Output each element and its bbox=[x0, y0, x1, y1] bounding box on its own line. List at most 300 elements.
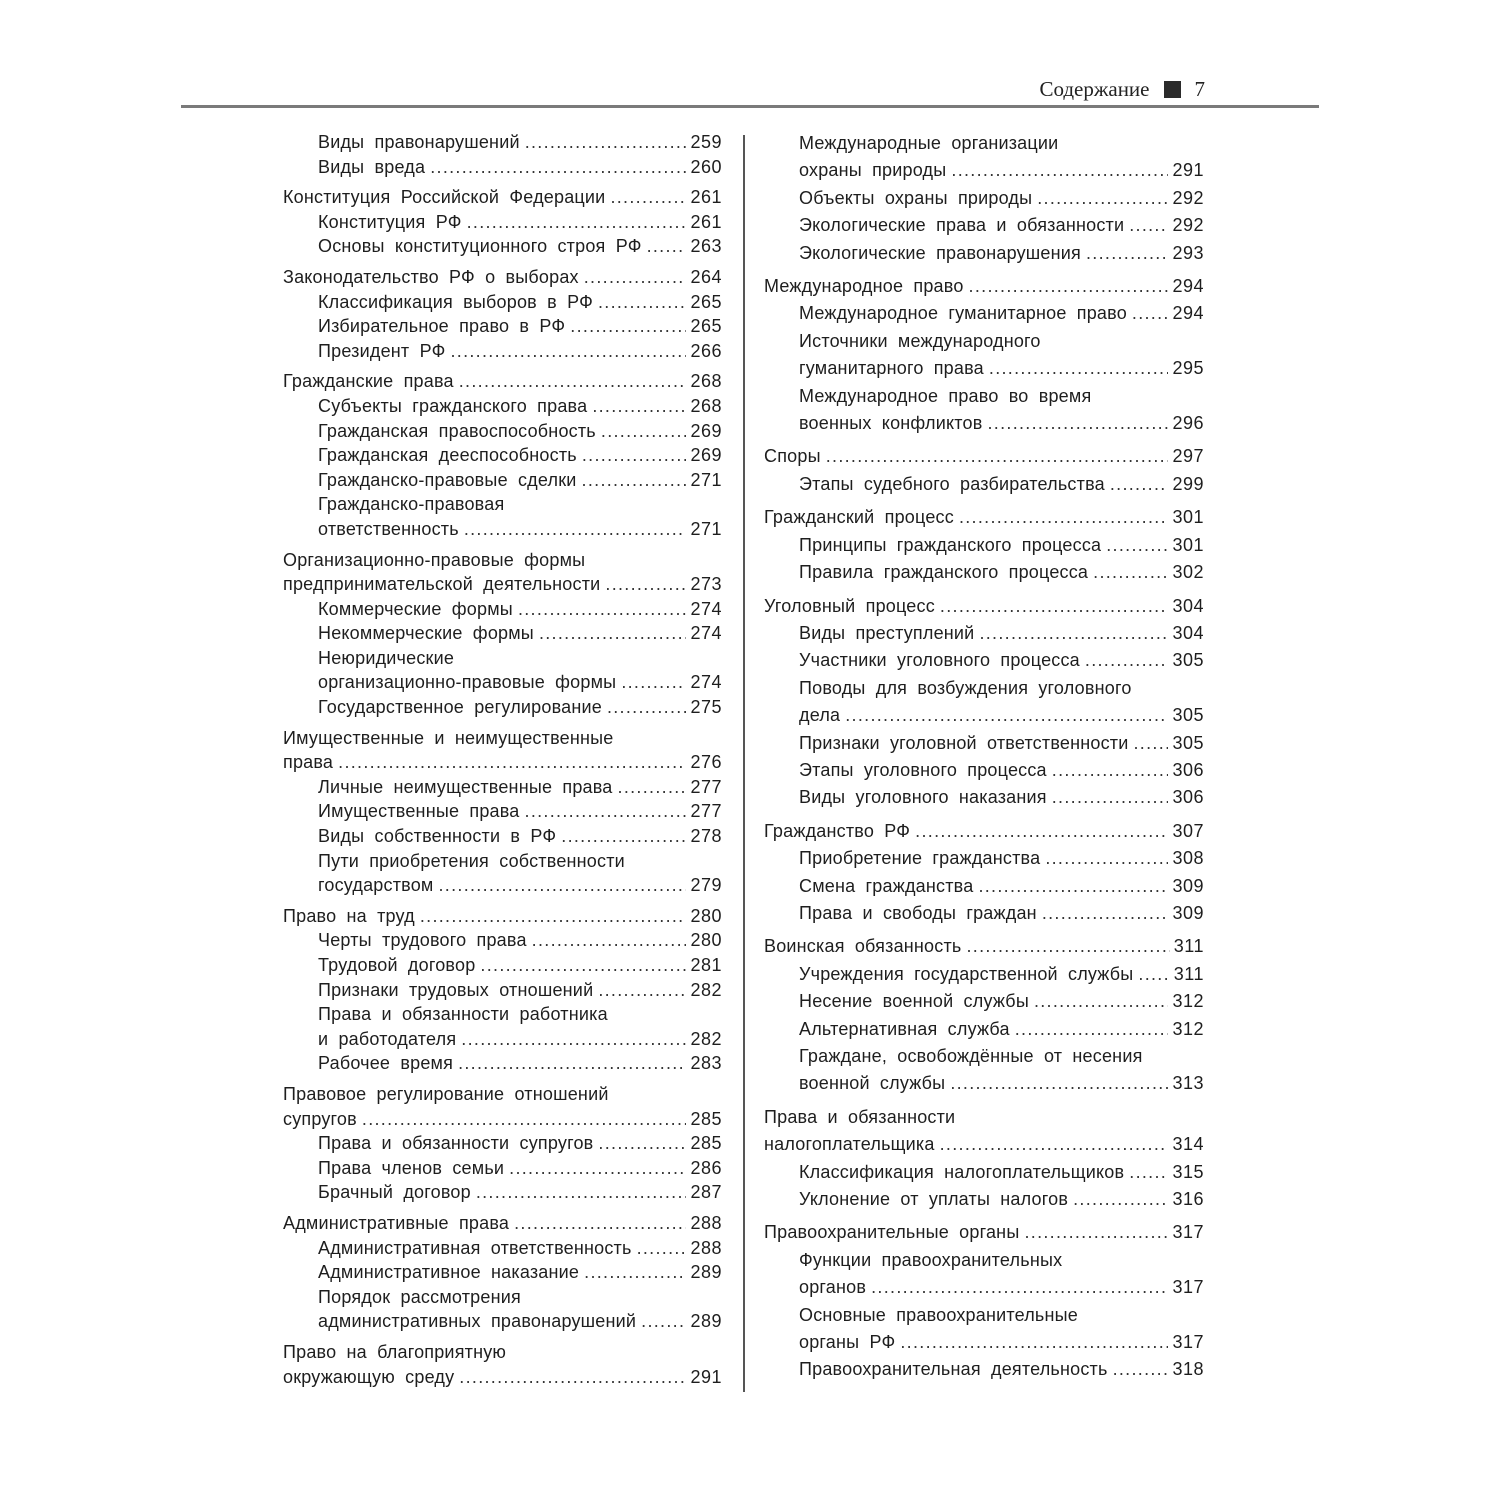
toc-entry bbox=[283, 1156, 722, 1181]
toc-entry-title: Воинская обязанность bbox=[764, 936, 962, 957]
toc-entry-title: Коммерческие формы bbox=[318, 598, 513, 619]
dot-leader bbox=[1113, 1356, 1169, 1383]
toc-entry bbox=[764, 702, 1204, 729]
toc-entry bbox=[764, 240, 1204, 267]
dot-leader bbox=[1037, 185, 1168, 212]
toc-entry-title: Права и обязанности супругов bbox=[318, 1133, 594, 1154]
toc-page-number: 317 bbox=[1172, 1277, 1204, 1298]
toc-entry-chapter bbox=[283, 369, 722, 394]
toc-page-number: 261 bbox=[690, 187, 722, 208]
dot-leader bbox=[1052, 784, 1169, 811]
toc-page-number: 282 bbox=[690, 979, 722, 1000]
toc-entry-title-line: Международное право во время bbox=[799, 385, 1092, 406]
toc-page-number: 287 bbox=[690, 1182, 722, 1203]
toc-entry-title: организационно-правовые формы bbox=[318, 672, 617, 693]
toc-page-number: 305 bbox=[1172, 732, 1204, 753]
dot-leader bbox=[1110, 471, 1169, 498]
dot-leader bbox=[525, 130, 687, 155]
dot-leader bbox=[621, 670, 686, 695]
toc-entry-title: Избирательное право в РФ bbox=[318, 316, 566, 337]
toc-entry-title: Виды собственности в РФ bbox=[318, 826, 557, 847]
dot-leader bbox=[439, 873, 687, 898]
toc-page-number: 294 bbox=[1172, 303, 1204, 324]
toc-page-number: 292 bbox=[1172, 215, 1204, 236]
toc-page-number: 311 bbox=[1173, 963, 1204, 984]
toc-entry-title: Виды преступлений bbox=[799, 622, 975, 643]
toc-entry-title: Гражданство РФ bbox=[764, 820, 911, 841]
toc-entry bbox=[283, 290, 722, 315]
toc-page-number: 274 bbox=[690, 623, 722, 644]
toc-entry-chapter bbox=[764, 273, 1204, 300]
toc-entry-title: органов bbox=[799, 1277, 867, 1298]
toc-page-number: 263 bbox=[690, 236, 722, 257]
toc-entry-title: Президент РФ bbox=[318, 340, 446, 361]
toc-entry-title-line: Имущественные и неимущественные bbox=[283, 727, 614, 748]
toc-entry bbox=[764, 1016, 1204, 1043]
toc-entry bbox=[764, 988, 1204, 1015]
dot-leader bbox=[1042, 900, 1169, 927]
toc-entry bbox=[283, 443, 722, 468]
toc-section bbox=[283, 130, 722, 179]
dot-leader bbox=[1134, 730, 1169, 757]
dot-leader bbox=[420, 904, 687, 929]
toc-entry bbox=[283, 314, 722, 339]
dot-leader bbox=[598, 290, 686, 315]
toc-entry-title: Экологические права и обязанности bbox=[799, 215, 1125, 236]
toc-entry-chapter bbox=[283, 1365, 722, 1390]
toc-page-number: 288 bbox=[690, 1212, 722, 1233]
dot-leader bbox=[464, 517, 687, 542]
dot-leader bbox=[582, 468, 687, 493]
toc-entry-title: Государственное регулирование bbox=[318, 697, 602, 718]
dot-leader bbox=[458, 1051, 686, 1076]
toc-entry bbox=[283, 130, 722, 155]
toc-entry-title: Гражданская правоспособность bbox=[318, 420, 596, 441]
toc-entry bbox=[283, 775, 722, 800]
toc-entry bbox=[764, 900, 1204, 927]
toc-entry-title: Конституция Российской Федерации bbox=[283, 187, 606, 208]
toc-entry-title: Приобретение гражданства bbox=[799, 848, 1041, 869]
toc-entry bbox=[283, 419, 722, 444]
toc-entry bbox=[764, 1070, 1204, 1097]
toc-entry-title: дела bbox=[799, 705, 841, 726]
toc-page-number: 293 bbox=[1172, 242, 1204, 263]
toc-entry-chapter bbox=[283, 572, 722, 597]
toc-entry bbox=[764, 185, 1204, 212]
toc-entry-title: Международное гуманитарное право bbox=[799, 303, 1127, 324]
dot-leader bbox=[940, 1131, 1169, 1158]
toc-page-number: 308 bbox=[1172, 848, 1204, 869]
toc-page-number: 292 bbox=[1172, 187, 1204, 208]
toc-page-number: 304 bbox=[1172, 595, 1204, 616]
toc-entry bbox=[283, 1236, 722, 1261]
toc-page-number: 296 bbox=[1172, 413, 1204, 434]
toc-entry-title: Административная ответственность bbox=[318, 1237, 632, 1258]
toc-entry bbox=[764, 1329, 1204, 1356]
toc-entry bbox=[764, 1274, 1204, 1301]
running-header bbox=[0, 72, 1205, 106]
dot-leader bbox=[525, 799, 687, 824]
toc-section bbox=[283, 1211, 722, 1334]
toc-entry bbox=[764, 1159, 1204, 1186]
toc-section bbox=[283, 369, 722, 541]
dot-leader bbox=[900, 1329, 1168, 1356]
toc-section bbox=[283, 904, 722, 1076]
toc-page-number: 268 bbox=[690, 395, 722, 416]
dot-leader bbox=[607, 695, 687, 720]
toc-entry bbox=[764, 647, 1204, 674]
dot-leader bbox=[950, 1070, 1168, 1097]
toc-entry-title-line: Источники международного bbox=[799, 330, 1041, 351]
toc-page-number: 265 bbox=[690, 291, 722, 312]
dot-leader bbox=[1015, 1016, 1169, 1043]
toc-page-number: 277 bbox=[690, 801, 722, 822]
toc-entry-title: супругов bbox=[283, 1108, 357, 1129]
toc-entry bbox=[764, 784, 1204, 811]
dot-leader bbox=[1138, 961, 1169, 988]
toc-entry-title: государством bbox=[318, 875, 434, 896]
toc-entry bbox=[283, 339, 722, 364]
dot-leader bbox=[967, 933, 1170, 960]
dot-leader bbox=[338, 750, 686, 775]
toc-entry-title-line: Граждане, освобождённые от несения bbox=[799, 1046, 1143, 1066]
toc-entry bbox=[764, 845, 1204, 872]
toc-entry bbox=[764, 873, 1204, 900]
header-rule bbox=[181, 105, 1319, 108]
toc-page-number: 283 bbox=[690, 1053, 722, 1074]
toc-entry bbox=[283, 695, 722, 720]
toc-entry bbox=[764, 730, 1204, 757]
toc-entry bbox=[283, 394, 722, 419]
toc-entry-title-line: Право на благоприятную bbox=[283, 1341, 507, 1362]
dot-leader bbox=[1052, 757, 1169, 784]
toc-entry-title: Субъекты гражданского права bbox=[318, 395, 588, 416]
dot-leader bbox=[959, 504, 1169, 531]
toc-entry-title: Этапы судебного разбирательства bbox=[799, 473, 1105, 494]
toc-page-number: 307 bbox=[1172, 820, 1204, 841]
toc-entry-chapter bbox=[764, 593, 1204, 620]
dot-leader bbox=[1085, 647, 1169, 674]
toc-page-number: 311 bbox=[1173, 936, 1204, 957]
toc-page-number: 261 bbox=[690, 211, 722, 232]
toc-entry-title: Признаки трудовых отношений bbox=[318, 979, 594, 1000]
toc-entry-title: Права и свободы граждан bbox=[799, 902, 1037, 923]
toc-page-number: 271 bbox=[690, 469, 722, 490]
toc-section bbox=[764, 593, 1204, 812]
toc-entry-title-line: Гражданско-правовая bbox=[318, 494, 505, 515]
dot-leader bbox=[1093, 559, 1168, 586]
toc-entry-chapter bbox=[283, 185, 722, 210]
toc-page-number: 317 bbox=[1172, 1332, 1204, 1353]
toc-page-number: 288 bbox=[690, 1237, 722, 1258]
toc-page-number: 318 bbox=[1172, 1359, 1204, 1380]
dot-leader bbox=[826, 443, 1169, 470]
toc-entry bbox=[764, 157, 1204, 184]
toc-entry-chapter bbox=[283, 1107, 722, 1132]
dot-leader bbox=[1086, 240, 1168, 267]
toc-page-number: 316 bbox=[1172, 1189, 1204, 1210]
dot-leader bbox=[362, 1107, 687, 1132]
dot-leader bbox=[637, 1236, 687, 1261]
toc-entry-chapter bbox=[764, 1219, 1204, 1246]
toc-entry bbox=[283, 953, 722, 978]
toc-section bbox=[283, 185, 722, 259]
toc-entry-chapter bbox=[283, 1211, 722, 1236]
toc-page-number: 306 bbox=[1172, 759, 1204, 780]
toc-entry-title: Признаки уголовной ответственности bbox=[799, 732, 1129, 753]
toc-page-number: 281 bbox=[690, 955, 722, 975]
dot-leader bbox=[509, 1156, 686, 1181]
toc-page-number: 282 bbox=[690, 1028, 722, 1049]
toc-entry-title: Уклонение от уплаты налогов bbox=[799, 1189, 1069, 1210]
toc-entry-title-line: Основные правоохранительные bbox=[799, 1304, 1078, 1325]
page-number: 7 bbox=[1194, 76, 1205, 101]
dot-leader bbox=[598, 978, 686, 1003]
dot-leader bbox=[582, 443, 687, 468]
dot-leader bbox=[518, 597, 687, 622]
toc-page-number: 265 bbox=[690, 316, 722, 337]
toc-entry-title-line: Права и обязанности bbox=[764, 1106, 956, 1127]
toc-section bbox=[764, 933, 1204, 1097]
toc-entry-title: Виды уголовного наказания bbox=[799, 787, 1047, 808]
toc-entry-title: Рабочее время bbox=[318, 1053, 454, 1074]
toc-page-number: 291 bbox=[1172, 160, 1204, 181]
dot-leader bbox=[539, 621, 687, 646]
toc-entry-title: Споры bbox=[764, 446, 821, 467]
toc-entry-title: Гражданская дееспособность bbox=[318, 445, 577, 466]
toc-entry-title: окружающую среду bbox=[283, 1366, 455, 1387]
toc-page-number: 285 bbox=[690, 1108, 722, 1129]
dot-leader bbox=[978, 873, 1168, 900]
dot-leader bbox=[979, 620, 1168, 647]
toc-section bbox=[764, 504, 1204, 586]
toc-section bbox=[283, 726, 722, 898]
toc-entry-chapter bbox=[283, 265, 722, 290]
toc-entry-title: предпринимательской деятельности bbox=[283, 574, 601, 595]
toc-section bbox=[283, 265, 722, 363]
toc-page-number: 274 bbox=[690, 672, 722, 693]
toc-entry-title: Правоохранительные органы bbox=[764, 1222, 1020, 1243]
toc-entry-chapter bbox=[764, 818, 1204, 845]
dot-leader bbox=[561, 824, 686, 849]
toc-entry-title-line: Функции правоохранительных bbox=[799, 1249, 1063, 1270]
column-divider bbox=[743, 135, 745, 1392]
toc-entry bbox=[764, 410, 1204, 437]
toc-page-number: 279 bbox=[690, 875, 722, 896]
toc-entry bbox=[283, 928, 722, 953]
toc-entry-title: Правила гражданского процесса bbox=[799, 562, 1089, 583]
toc-entry bbox=[283, 1027, 722, 1052]
dot-leader bbox=[514, 1211, 686, 1236]
toc-entry-title: Личные неимущественные права bbox=[318, 776, 613, 797]
toc-page-number: 271 bbox=[690, 518, 722, 539]
toc-page-number: 317 bbox=[1172, 1222, 1204, 1243]
toc-entry-title: налогоплательщика bbox=[764, 1134, 935, 1155]
toc-entry-title: и работодателя bbox=[318, 1028, 457, 1049]
dot-leader bbox=[598, 1131, 686, 1156]
dot-leader bbox=[480, 953, 686, 978]
toc-entry-title: Смена гражданства bbox=[799, 875, 974, 896]
toc-page-number: 273 bbox=[690, 574, 722, 595]
toc-entry-title: ответственность bbox=[318, 518, 459, 539]
toc-entry bbox=[283, 824, 722, 849]
toc-page-number: 269 bbox=[690, 420, 722, 441]
toc-entry bbox=[764, 1186, 1204, 1213]
dot-leader bbox=[940, 593, 1169, 620]
dot-leader bbox=[871, 1274, 1168, 1301]
dot-leader bbox=[532, 928, 687, 953]
dot-leader bbox=[915, 818, 1168, 845]
dot-leader bbox=[584, 1260, 686, 1285]
dot-leader bbox=[845, 702, 1168, 729]
toc-entry-title: Некоммерческие формы bbox=[318, 623, 534, 644]
toc-page-number: 312 bbox=[1172, 991, 1204, 1012]
dot-leader bbox=[969, 273, 1169, 300]
dot-leader bbox=[988, 410, 1169, 437]
toc-entry-title: военной службы bbox=[799, 1073, 946, 1094]
toc-page-number: 299 bbox=[1172, 473, 1204, 494]
toc-entry bbox=[283, 1051, 722, 1076]
toc-page-number: 305 bbox=[1172, 650, 1204, 671]
toc-entry-title-line: Неюридические bbox=[318, 647, 455, 668]
toc-entry bbox=[764, 757, 1204, 784]
toc-page-number: 314 bbox=[1172, 1134, 1204, 1155]
dot-leader bbox=[1034, 988, 1169, 1015]
toc-page-number: 312 bbox=[1172, 1018, 1204, 1039]
dot-leader bbox=[461, 1027, 686, 1052]
toc-entry-title: Гражданско-правовые сделки bbox=[318, 469, 577, 490]
toc-page-number: 268 bbox=[690, 371, 722, 392]
toc-entry bbox=[764, 355, 1204, 382]
toc-entry-title: Международное право bbox=[764, 276, 964, 297]
toc-entry-title: Виды правонарушений bbox=[318, 132, 520, 152]
toc-entry-chapter bbox=[764, 504, 1204, 531]
toc-entry-title: Учреждения государственной службы bbox=[799, 963, 1134, 984]
dot-leader bbox=[430, 155, 686, 180]
toc-entry-title: Основы конституционного строя РФ bbox=[318, 236, 642, 257]
toc-entry-title: Классификация налогоплательщиков bbox=[799, 1161, 1125, 1182]
toc-page-number: 280 bbox=[690, 930, 722, 951]
toc-page-number: 274 bbox=[690, 598, 722, 619]
toc-entry-title: Трудовой договор bbox=[318, 955, 476, 975]
toc-entry bbox=[283, 621, 722, 646]
toc-entry bbox=[764, 559, 1204, 586]
toc-page-number: 309 bbox=[1172, 875, 1204, 896]
dot-leader bbox=[989, 355, 1169, 382]
toc-entry-title: Классификация выборов в РФ bbox=[318, 291, 593, 312]
dot-leader bbox=[1129, 212, 1168, 239]
toc-page-number: 313 bbox=[1172, 1073, 1204, 1094]
toc-page-number: 286 bbox=[690, 1157, 722, 1178]
toc-page-number: 275 bbox=[690, 697, 722, 718]
toc-entry-title-line: Международные организации bbox=[799, 133, 1059, 153]
toc-entry-title: Административные права bbox=[283, 1212, 510, 1233]
toc-entry bbox=[283, 1180, 722, 1205]
toc-entry bbox=[764, 961, 1204, 988]
toc-entry-title: гуманитарного права bbox=[799, 358, 984, 379]
toc-section bbox=[764, 443, 1204, 498]
toc-entry-title: Несение военной службы bbox=[799, 991, 1029, 1012]
dot-leader bbox=[618, 775, 687, 800]
toc-entry-title: Права членов семьи bbox=[318, 1157, 505, 1178]
toc-entry bbox=[283, 468, 722, 493]
toc-entry bbox=[283, 234, 722, 259]
toc-section bbox=[283, 1082, 722, 1205]
toc-section bbox=[764, 1104, 1204, 1214]
toc-entry-title-line: Пути приобретения собственности bbox=[318, 850, 625, 871]
toc-entry-title: Административное наказание bbox=[318, 1262, 580, 1283]
toc-entry bbox=[283, 1131, 722, 1156]
toc-entry-title: военных конфликтов bbox=[799, 413, 983, 434]
toc-entry bbox=[764, 471, 1204, 498]
dot-leader bbox=[476, 1180, 687, 1205]
toc-page-number: 266 bbox=[690, 340, 722, 361]
toc-page-number: 295 bbox=[1172, 358, 1204, 379]
toc-entry-title: административных правонарушений bbox=[318, 1311, 637, 1332]
toc-entry-title: Объекты охраны природы bbox=[799, 187, 1033, 208]
toc-page-number: 269 bbox=[690, 445, 722, 466]
toc-entry-title-line: Правовое регулирование отношений bbox=[283, 1083, 609, 1104]
toc-entry-title: Экологические правонарушения bbox=[799, 242, 1081, 263]
toc-entry bbox=[283, 597, 722, 622]
toc-entry bbox=[283, 1309, 722, 1334]
toc-entry bbox=[764, 532, 1204, 559]
toc-entry bbox=[283, 799, 722, 824]
toc-entry-chapter bbox=[764, 1131, 1204, 1158]
dot-leader bbox=[1129, 1159, 1168, 1186]
toc-page-number: 278 bbox=[690, 826, 722, 847]
toc-entry bbox=[764, 620, 1204, 647]
toc-entry-title: Конституция РФ bbox=[318, 211, 462, 232]
toc-page-number: 315 bbox=[1172, 1161, 1204, 1182]
toc-page-number: 291 bbox=[690, 1366, 722, 1387]
dot-leader bbox=[1073, 1186, 1168, 1213]
toc-column-right bbox=[764, 130, 1204, 1390]
dot-leader bbox=[951, 157, 1168, 184]
toc-page-number: 294 bbox=[1172, 276, 1204, 297]
toc-page-number: 302 bbox=[1172, 562, 1204, 583]
toc-section bbox=[283, 1340, 722, 1389]
toc-page-number: 289 bbox=[690, 1262, 722, 1283]
toc-entry bbox=[283, 670, 722, 695]
toc-entry-title: Принципы гражданского процесса bbox=[799, 534, 1102, 555]
toc-entry-title-line: Права и обязанности работника bbox=[318, 1004, 608, 1025]
toc-page-number: 260 bbox=[690, 156, 722, 177]
toc-entry-title: Уголовный процесс bbox=[764, 595, 935, 616]
toc-page-number: 309 bbox=[1172, 902, 1204, 923]
dot-leader bbox=[584, 265, 687, 290]
toc-page-number: 259 bbox=[690, 132, 722, 152]
dot-leader bbox=[570, 314, 686, 339]
toc-page-number: 276 bbox=[690, 752, 722, 773]
toc-page-number: 301 bbox=[1172, 507, 1204, 528]
running-header-title: Содержание bbox=[1039, 76, 1150, 101]
toc-section bbox=[764, 130, 1204, 267]
dot-leader bbox=[459, 369, 687, 394]
toc-entry-title: органы РФ bbox=[799, 1332, 896, 1353]
toc-entry bbox=[764, 300, 1204, 327]
toc-entry bbox=[283, 1260, 722, 1285]
toc-entry-title: Виды вреда bbox=[318, 156, 426, 177]
toc-page-number: 304 bbox=[1172, 622, 1204, 643]
toc-entry bbox=[283, 210, 722, 235]
toc-entry-chapter bbox=[283, 750, 722, 775]
toc-section bbox=[283, 548, 722, 720]
dot-leader bbox=[610, 185, 686, 210]
dot-leader bbox=[647, 234, 687, 259]
toc-section bbox=[764, 818, 1204, 928]
toc-page-number: 297 bbox=[1172, 446, 1204, 467]
